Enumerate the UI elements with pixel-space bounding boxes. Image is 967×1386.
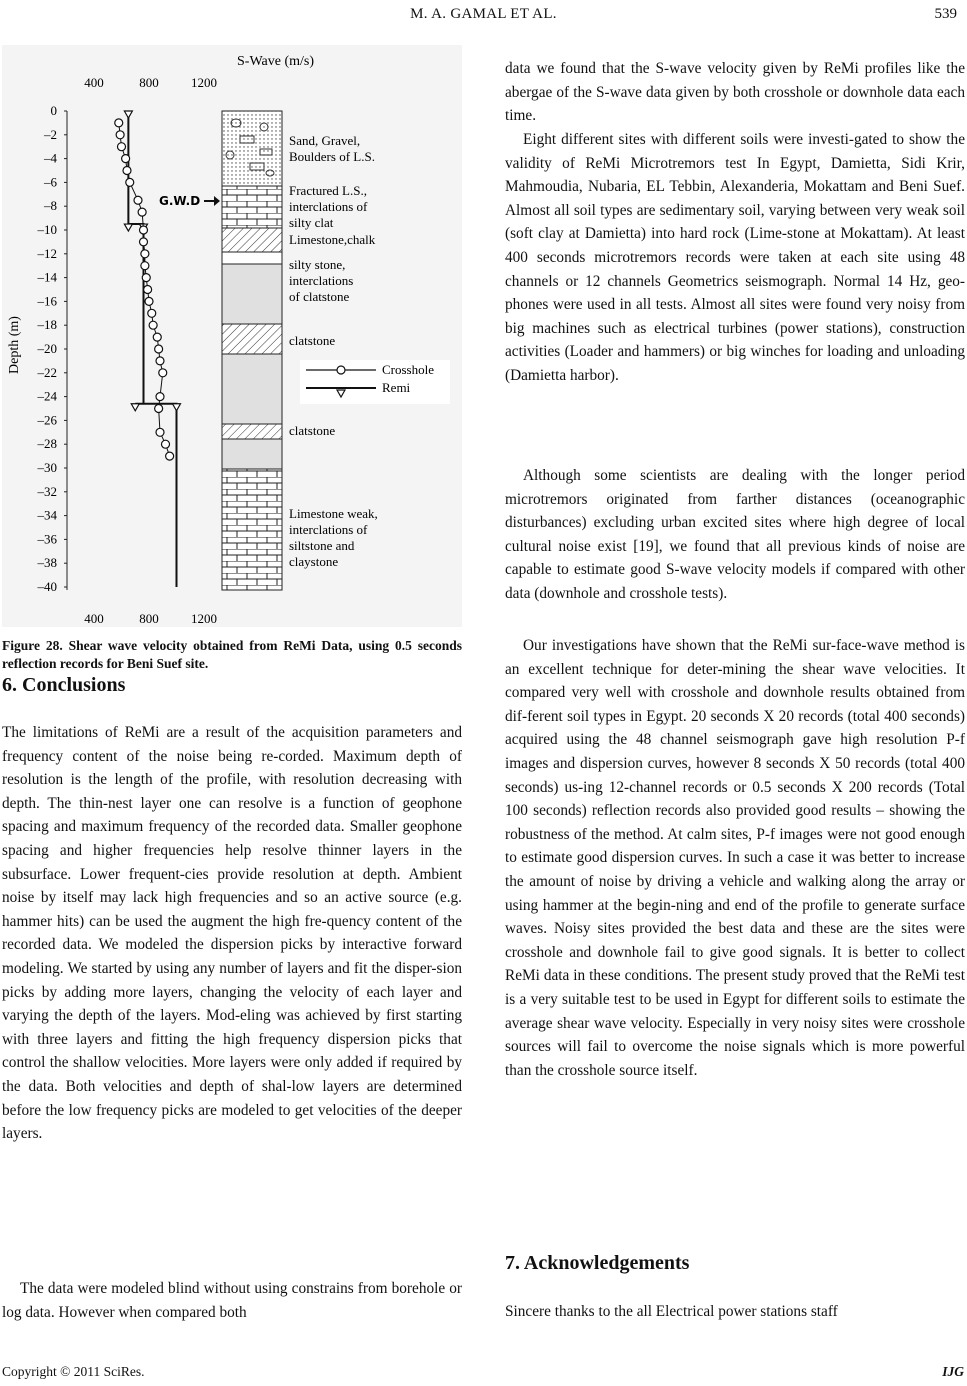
- crosshole-point: [140, 226, 148, 234]
- layer-label: Boulders of L.S.: [289, 149, 375, 164]
- right-paragraph-1: Eight different sites with different soils were investi-gated to show the validity of ReMi Microtremors test In Egypt, Damietta, Sidi Krir, Mahmoudia, Nubaria, EL Tebbin, Alexanderia, Mokattam and Beni Suef. Almost all soil types are sedimentary soil, varying between very weak soil (soft clay at Damietta) into hard rock (Lime-stone at Mokattam). At least 400 seconds microtremors records were taken at each site using 48 channels or 12 channels Geometrics seismograph. Normal 14 Hz, geo-phones were used in all tests. Almost all sites were found very noisy from big machines such as electrical turbines (power stations), construction activities (Loader and hammers) or big winches for loading and unloading (Damietta harbor).: [505, 131, 965, 384]
- crosshole-point: [140, 238, 148, 246]
- crosshole-point: [141, 250, 149, 258]
- crosshole-point: [123, 167, 131, 175]
- crosshole-point: [156, 393, 164, 401]
- crosshole-point: [148, 309, 156, 317]
- right-paragraph-3: Our investigations have shown that the ReMi sur-face-wave method is an excellent technique for deter-mining the shear wave velocities. It compared very well with crosshole and downhole results obtained from dif-ferent soil types in Egypt. 20 seconds X 20 records (total 400 seconds) acquired using the 48 channel seismograph gave high resolution P-f images and dispersion curves, however 8 seconds X 50 records (total 400 seconds) us-ing 12-channel records or 0.5 seconds X 200 records (Total 100 seconds) reflection records also provided good results – showing the robustness of the method. At calm sites, P-f images were not good enough to estimate good dispersion curves. In such a case it was better to increase the amount of noise by driving a vehicle and walking along the array or using hammer at the begin-ning and end of the profile to generate surface waves. Noisy sites provided the best data and these are the sites were crosshole and downhole fail to give good signals. It is better to collect ReMi data in these conditions. The present study proved that the ReMi test is a very suitable test to be used in Egypt for different soils to estimate the average shear wave velocity. Especially in very noisy sites were crosshole sources will fail to overcome the noise signals which is more powerful than the crosshole source itself.: [505, 637, 965, 1079]
- crosshole-point: [126, 178, 134, 186]
- y-tick-label: –36: [37, 531, 57, 547]
- lithology-column: [222, 111, 282, 590]
- y-tick-label: –26: [37, 412, 57, 428]
- x-tick-label-bottom: 800: [139, 611, 159, 626]
- figure-28: [2, 45, 462, 627]
- layer-label: Fractured L.S.,: [289, 183, 367, 198]
- legend-remi-label: Remi: [382, 380, 411, 395]
- layer-label: interclations of: [289, 522, 368, 537]
- x-tick-label-bottom: 400: [84, 611, 104, 626]
- chart-title: S-Wave (m/s): [237, 54, 315, 69]
- crosshole-point: [155, 405, 163, 413]
- layer-label: of clatstone: [289, 289, 350, 304]
- crosshole-point: [141, 262, 149, 270]
- crosshole-point: [166, 452, 174, 460]
- figure-caption: Figure 28. Shear wave velocity obtained from ReMi Data, using 0.5 seconds reflection records for Beni Suef site.: [2, 638, 462, 672]
- layer-thin: [222, 252, 282, 264]
- page-header: [0, 3, 967, 29]
- layer-label: claystone: [289, 554, 339, 569]
- y-tick-label: –40: [37, 579, 57, 594]
- y-tick-label: 0: [50, 103, 57, 118]
- y-tick-label: –4: [44, 150, 57, 166]
- crosshole-point: [156, 357, 164, 365]
- x-tick-label-top: 1200: [191, 75, 217, 90]
- crosshole-point: [155, 345, 163, 353]
- page-number: 539: [934, 6, 957, 22]
- layer-silty-stone: [222, 264, 282, 324]
- y-tick-label: –32: [37, 483, 57, 499]
- layer-clay: [222, 354, 282, 424]
- y-tick-label: –22: [37, 364, 57, 380]
- y-tick-label: –24: [37, 388, 57, 404]
- y-tick-label: –10: [37, 222, 57, 237]
- legend-circle-icon: [337, 366, 345, 374]
- running-authors: M. A. GAMAL ET AL.: [410, 6, 557, 22]
- y-tick-label: –18: [37, 317, 57, 333]
- legend: [300, 360, 450, 404]
- crosshole-point: [115, 119, 123, 127]
- section-7-paragraph-1: Sincere thanks to the all Electrical power stations staff: [505, 1303, 838, 1320]
- legend-crosshole-label: Crosshole: [382, 362, 434, 377]
- copyright: Copyright © 2011 SciRes.: [2, 1364, 145, 1379]
- x-tick-label-top: 800: [139, 75, 159, 90]
- section-7-heading: 7. Acknowledgements: [505, 1252, 690, 1274]
- layer-label: Limestone weak,: [289, 506, 378, 521]
- layer-label: clatstone: [289, 423, 336, 438]
- crosshole-point: [149, 321, 157, 329]
- layer-fractured-ls: [222, 186, 282, 228]
- crosshole-point: [145, 297, 153, 305]
- layer-label: Limestone,chalk: [289, 232, 376, 247]
- layer-clay-2: [222, 439, 282, 469]
- x-tick-label-bottom: 1200: [191, 611, 217, 626]
- layer-clatstone-1: [222, 324, 282, 354]
- crosshole-point: [144, 286, 152, 294]
- gwd-label: G.W.D: [159, 194, 201, 208]
- y-tick-label: –8: [44, 198, 57, 214]
- layer-limestone-chalk: [222, 228, 282, 252]
- crosshole-point: [118, 143, 126, 151]
- section-6-heading: 6. Conclusions: [2, 674, 126, 696]
- x-tick-label-top: 400: [84, 75, 104, 90]
- layer-label: silty stone,: [289, 257, 346, 272]
- crosshole-point: [134, 196, 142, 204]
- y-tick-label: –2: [44, 126, 57, 142]
- crosshole-point: [122, 155, 130, 163]
- y-tick-label: –20: [37, 341, 57, 356]
- y-axis-label: Depth (m): [7, 316, 22, 374]
- crosshole-point: [159, 369, 167, 377]
- layer-label: interclations of: [289, 199, 368, 214]
- crosshole-point: [138, 208, 146, 216]
- layer-label: Sand, Gravel,: [289, 133, 361, 148]
- crosshole-point: [142, 274, 150, 282]
- right-paragraph-0: data we found that the S-wave velocity given by ReMi profiles like the abergae of the S-wave data given by both crosshole or downhole data each time.: [505, 60, 965, 125]
- layer-label: interclations: [289, 273, 354, 288]
- layer-limestone-weak: [222, 469, 282, 590]
- crosshole-point: [156, 428, 164, 436]
- y-tick-label: –30: [37, 460, 57, 475]
- right-paragraph-2: Although some scientists are dealing with the longer period microtremors originated from farther distances (oceanographic disturbances) excluding urban excited sites where high degree of local cultural noise exist [19], we found that all previous kinds of noise are capable to estimate good S-wave velocity models if compared with other data (downhole and crosshole tests).: [505, 467, 965, 602]
- section-6-paragraph-2: The data were modeled blind without using constrains from borehole or log data. However when compared both: [2, 1280, 462, 1321]
- y-tick-label: –28: [37, 436, 57, 452]
- y-tick-label: –34: [37, 507, 57, 523]
- layer-label: clatstone: [289, 333, 336, 348]
- y-tick-label: –12: [37, 245, 57, 261]
- layer-label: silty clat: [289, 215, 334, 230]
- y-tick-label: –16: [37, 293, 57, 309]
- crosshole-point: [153, 333, 161, 341]
- y-tick-label: –6: [44, 174, 57, 190]
- page-footer: [2, 1364, 964, 1380]
- layer-clatstone-2: [222, 424, 282, 439]
- section-6-paragraph-1: The limitations of ReMi are a result of the acquisition parameters and frequency content of the noise being re-corded. Maximum depth of resolution is the length of the profile, with resolution decreasing with depth. The thin-nest layer one can resolve is a function of geophone spacing and maximum frequency of the recorded data. Smaller geophone spacing and higher frequencies help resolve thinner layers in the subsurface. Lower frequent-cies provide resolution at depth. Ambient noise by itself may lack high frequencies and so an active source (e.g. hammer hits) can be used the augment the high fre-quency content of the recorded data. We modeled the dispersion picks by interactive forward modeling. We started by using any number of layers and fit the disper-sion picks by adding more layers, changing the velocity of each layer and varying the depth of the layers. Mod-eling was achieved by first starting with three layers and fitting the high frequency dispersion picks that control the shallow velocities. More layers were only added if required by the data. Both velocities and depth of shal-low layers are determined before the low frequency picks are modeled to get velocities of the deeper layers.: [2, 724, 462, 1143]
- y-tick-label: –38: [37, 555, 57, 571]
- crosshole-point: [116, 131, 124, 139]
- crosshole-point: [162, 440, 170, 448]
- layer-label: siltstone and: [289, 538, 355, 553]
- journal-abbrev: IJG: [942, 1364, 964, 1379]
- y-tick-label: –14: [37, 269, 57, 285]
